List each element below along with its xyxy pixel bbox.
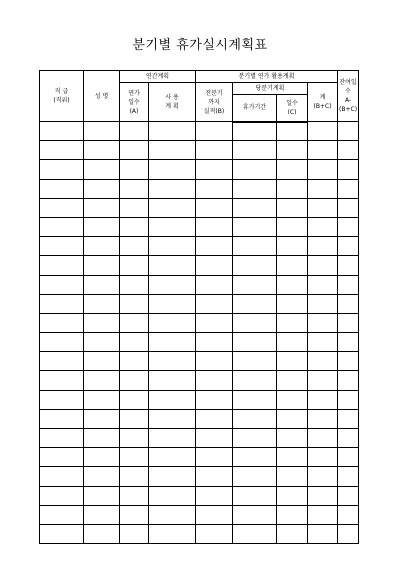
table-cell[interactable] [308,486,338,505]
table-cell[interactable] [233,179,277,198]
table-cell[interactable] [338,237,359,256]
header-annual-days-line1: 연가 [128,89,140,97]
table-cell[interactable] [84,160,120,179]
table-row [40,486,359,505]
table-row [40,390,359,409]
table-row [40,333,359,352]
table-row [40,352,359,371]
table-cell[interactable] [233,524,277,543]
table-cell[interactable] [84,179,120,198]
table-cell[interactable] [277,122,308,141]
table-cell[interactable] [149,467,196,486]
table-cell[interactable] [338,486,359,505]
table-cell[interactable] [149,256,196,275]
table-cell[interactable] [40,524,84,543]
table-cell[interactable] [120,256,149,275]
table-cell[interactable] [308,448,338,467]
header-days [277,95,308,122]
header-prev-quarter-line1: 전분기 [205,89,223,97]
header-annual-days-line2: 일수 [128,98,140,106]
table-cell[interactable] [40,275,84,294]
table-cell[interactable] [308,390,338,409]
table-cell[interactable] [338,409,359,428]
table-row [40,409,359,428]
header-total-line1: 계 [319,94,326,101]
header-total [308,83,338,122]
table-cell[interactable] [233,122,277,141]
table-cell[interactable] [233,160,277,179]
table-cell[interactable] [196,198,233,217]
table-cell[interactable] [233,275,277,294]
table-cell[interactable] [308,160,338,179]
header-annual-plan-label: 연간계획 [145,73,170,80]
table-cell[interactable] [120,390,149,409]
table-cell[interactable] [120,122,149,141]
table-cell[interactable] [196,409,233,428]
table-cell[interactable] [233,217,277,236]
header-annual-days [120,83,149,122]
table-cell[interactable] [40,352,84,371]
table-cell[interactable] [40,122,84,141]
table-cell[interactable] [40,486,84,505]
table-row [40,217,359,236]
table-cell[interactable] [233,429,277,448]
table-cell[interactable] [40,294,84,313]
table-cell[interactable] [196,352,233,371]
header-annual-plan [120,71,196,83]
table-cell[interactable] [338,505,359,524]
table-cell[interactable] [233,198,277,217]
table-cell[interactable] [338,294,359,313]
table-cell[interactable] [120,352,149,371]
table-row [40,160,359,179]
table-cell[interactable] [149,141,196,160]
table-cell[interactable] [277,505,308,524]
table-cell[interactable] [277,524,308,543]
header-rank-line1: 직 급 [54,88,69,95]
table-cell[interactable] [40,467,84,486]
table-cell[interactable] [277,237,308,256]
table-cell[interactable] [338,256,359,275]
table-cell[interactable] [120,371,149,390]
table-cell[interactable] [308,217,338,236]
table-row [40,294,359,313]
table-cell[interactable] [338,179,359,198]
header-usage-plan-line2: 계 획 [165,103,179,110]
table-cell[interactable] [40,390,84,409]
header-name-label: 성 명 [94,92,109,100]
table-cell[interactable] [308,256,338,275]
table-cell[interactable] [84,371,120,390]
table-cell[interactable] [84,505,120,524]
table-cell[interactable] [40,409,84,428]
table-cell[interactable] [196,505,233,524]
table-cell[interactable] [338,275,359,294]
table-cell[interactable] [120,141,149,160]
header-leave-period-label: 휴가기간 [242,104,267,112]
table-cell[interactable] [40,256,84,275]
table-cell[interactable] [120,313,149,332]
table-cell[interactable] [233,352,277,371]
table-cell[interactable] [308,429,338,448]
table-cell[interactable] [149,198,196,217]
table-cell[interactable] [149,333,196,352]
table-cell[interactable] [196,333,233,352]
table-cell[interactable] [84,275,120,294]
table-cell[interactable] [196,448,233,467]
table-cell[interactable] [120,467,149,486]
table-cell[interactable] [338,198,359,217]
table-cell[interactable] [233,448,277,467]
table-cell[interactable] [233,409,277,428]
table-cell[interactable] [196,179,233,198]
table-cell[interactable] [233,237,277,256]
table-cell[interactable] [308,352,338,371]
table-cell[interactable] [338,371,359,390]
table-row [40,448,359,467]
table-cell[interactable] [277,448,308,467]
table-cell[interactable] [149,486,196,505]
table-cell[interactable] [277,160,308,179]
table-row [40,505,359,524]
table-cell[interactable] [196,429,233,448]
header-name [84,71,120,122]
table-cell[interactable] [120,237,149,256]
table-cell[interactable] [338,467,359,486]
table-cell[interactable] [196,467,233,486]
table-cell[interactable] [40,198,84,217]
table-cell[interactable] [84,294,120,313]
header-current-quarter-plan-label: 당분기계획 [255,85,285,92]
table-cell[interactable] [338,333,359,352]
table-cell[interactable] [84,524,120,543]
table-row [40,237,359,256]
table-cell[interactable] [84,486,120,505]
table-cell[interactable] [120,179,149,198]
table-cell[interactable] [277,371,308,390]
table-cell[interactable] [120,160,149,179]
table-cell[interactable] [308,313,338,332]
table-cell[interactable] [84,448,120,467]
header-remaining-line1: 잔여일수 [339,79,357,95]
table-cell[interactable] [308,237,338,256]
table-row [40,429,359,448]
table-cell[interactable] [149,524,196,543]
table-cell[interactable] [196,160,233,179]
table-cell[interactable] [277,409,308,428]
header-remaining-line2: A-(B+C) [339,97,358,113]
table-cell[interactable] [233,467,277,486]
table-cell[interactable] [120,448,149,467]
table-cell[interactable] [338,313,359,332]
table-cell[interactable] [277,467,308,486]
table-cell[interactable] [120,409,149,428]
header-days-line2: (C) [287,108,297,116]
header-prev-quarter [196,83,233,122]
table-cell[interactable] [308,505,338,524]
table-cell[interactable] [233,294,277,313]
header-prev-quarter-line2: 까지 [208,98,220,106]
table-cell[interactable] [40,505,84,524]
table-cell[interactable] [196,390,233,409]
header-rank-line2: (직위) [53,97,70,104]
table-cell[interactable] [149,429,196,448]
table-cell[interactable] [149,217,196,236]
table-cell[interactable] [120,505,149,524]
table-cell[interactable] [120,486,149,505]
header-usage-plan-line1: 사 용 [165,94,179,101]
header-quarterly-plan-label: 분기별 연가 활용계획 [238,73,295,80]
page-title: 분기별 휴가실시계획표 [132,38,268,53]
table-cell[interactable] [149,294,196,313]
table-cell[interactable] [40,313,84,332]
table-cell[interactable] [40,333,84,352]
table-cell[interactable] [149,505,196,524]
header-total-line2: (B+C) [313,103,332,110]
table-cell[interactable] [84,313,120,332]
table-row [40,467,359,486]
table-cell[interactable] [40,371,84,390]
table-row [40,313,359,332]
table-cell[interactable] [308,371,338,390]
table-cell[interactable] [277,179,308,198]
table-cell[interactable] [277,294,308,313]
table-cell[interactable] [149,160,196,179]
table-cell[interactable] [149,237,196,256]
table-cell[interactable] [233,505,277,524]
table-cell[interactable] [338,390,359,409]
table-cell[interactable] [308,198,338,217]
table-cell[interactable] [120,217,149,236]
table-cell[interactable] [233,390,277,409]
table-cell[interactable] [196,313,233,332]
table-row [40,524,359,543]
table-cell[interactable] [84,141,120,160]
table-cell[interactable] [120,524,149,543]
table-cell[interactable] [149,352,196,371]
table-cell[interactable] [84,333,120,352]
table-cell[interactable] [149,313,196,332]
table-cell[interactable] [40,429,84,448]
table-cell[interactable] [149,371,196,390]
table-cell[interactable] [277,352,308,371]
table-row [40,198,359,217]
header-annual-days-line3: (A) [129,107,139,115]
leave-plan-table [39,70,359,544]
table-cell[interactable] [40,217,84,236]
table-cell[interactable] [308,524,338,543]
header-prev-quarter-line3: 실적(B) [203,107,225,115]
table-cell[interactable] [338,160,359,179]
table-row [40,275,359,294]
table-cell[interactable] [233,486,277,505]
table-cell[interactable] [40,237,84,256]
table-cell[interactable] [308,409,338,428]
table-cell[interactable] [338,524,359,543]
table-cell[interactable] [338,122,359,141]
table-cell[interactable] [308,467,338,486]
table-cell[interactable] [277,429,308,448]
table-row [40,256,359,275]
table-row [40,371,359,390]
table-cell[interactable] [196,237,233,256]
table-cell[interactable] [277,390,308,409]
header-leave-period [233,95,277,122]
table-cell[interactable] [149,179,196,198]
table-cell[interactable] [233,371,277,390]
table-cell[interactable] [338,141,359,160]
table-cell[interactable] [84,409,120,428]
table-cell[interactable] [277,313,308,332]
table-cell[interactable] [308,141,338,160]
table-cell[interactable] [196,275,233,294]
table-cell[interactable] [84,390,120,409]
header-usage-plan [149,83,196,122]
table-cell[interactable] [277,256,308,275]
table-cell[interactable] [196,141,233,160]
table-cell[interactable] [40,160,84,179]
table-cell[interactable] [338,352,359,371]
table-cell[interactable] [149,275,196,294]
table-cell[interactable] [233,256,277,275]
table-cell[interactable] [120,294,149,313]
table-cell[interactable] [84,352,120,371]
header-quarterly-plan [196,71,338,83]
table-cell[interactable] [308,179,338,198]
table-cell[interactable] [84,467,120,486]
table-cell[interactable] [196,217,233,236]
table-cell[interactable] [308,294,338,313]
table-cell[interactable] [277,275,308,294]
table-cell[interactable] [277,198,308,217]
table-cell[interactable] [277,217,308,236]
header-days-line1: 일수 [286,99,298,107]
table-cell[interactable] [196,486,233,505]
table-cell[interactable] [277,486,308,505]
table-cell[interactable] [196,371,233,390]
table-cell[interactable] [40,448,84,467]
table-cell[interactable] [120,333,149,352]
table-cell[interactable] [277,333,308,352]
table-cell[interactable] [233,333,277,352]
table-cell[interactable] [120,198,149,217]
table-cell[interactable] [308,122,338,141]
table-cell[interactable] [308,275,338,294]
table-cell[interactable] [233,313,277,332]
table-cell[interactable] [120,429,149,448]
table-cell[interactable] [84,217,120,236]
header-remaining [338,71,359,122]
table-cell[interactable] [120,275,149,294]
table-row [40,141,359,160]
table-row [40,122,359,141]
table-cell[interactable] [40,179,84,198]
table-cell[interactable] [149,390,196,409]
table-cell[interactable] [84,122,120,141]
table-cell[interactable] [338,429,359,448]
table-cell[interactable] [277,141,308,160]
header-rank [40,71,84,122]
table-cell[interactable] [196,122,233,141]
header-current-quarter-plan [233,83,308,95]
table-cell[interactable] [149,122,196,141]
table-cell[interactable] [149,409,196,428]
table-cell[interactable] [196,294,233,313]
table-cell[interactable] [84,256,120,275]
table-cell[interactable] [308,333,338,352]
table-cell[interactable] [233,141,277,160]
table-cell[interactable] [84,429,120,448]
table-row [40,179,359,198]
table-cell[interactable] [196,256,233,275]
table-cell[interactable] [149,448,196,467]
table-cell[interactable] [338,217,359,236]
table-cell[interactable] [84,237,120,256]
table-cell[interactable] [40,141,84,160]
table-cell[interactable] [338,448,359,467]
table-body [40,122,359,544]
table-cell[interactable] [84,198,120,217]
table-cell[interactable] [196,524,233,543]
